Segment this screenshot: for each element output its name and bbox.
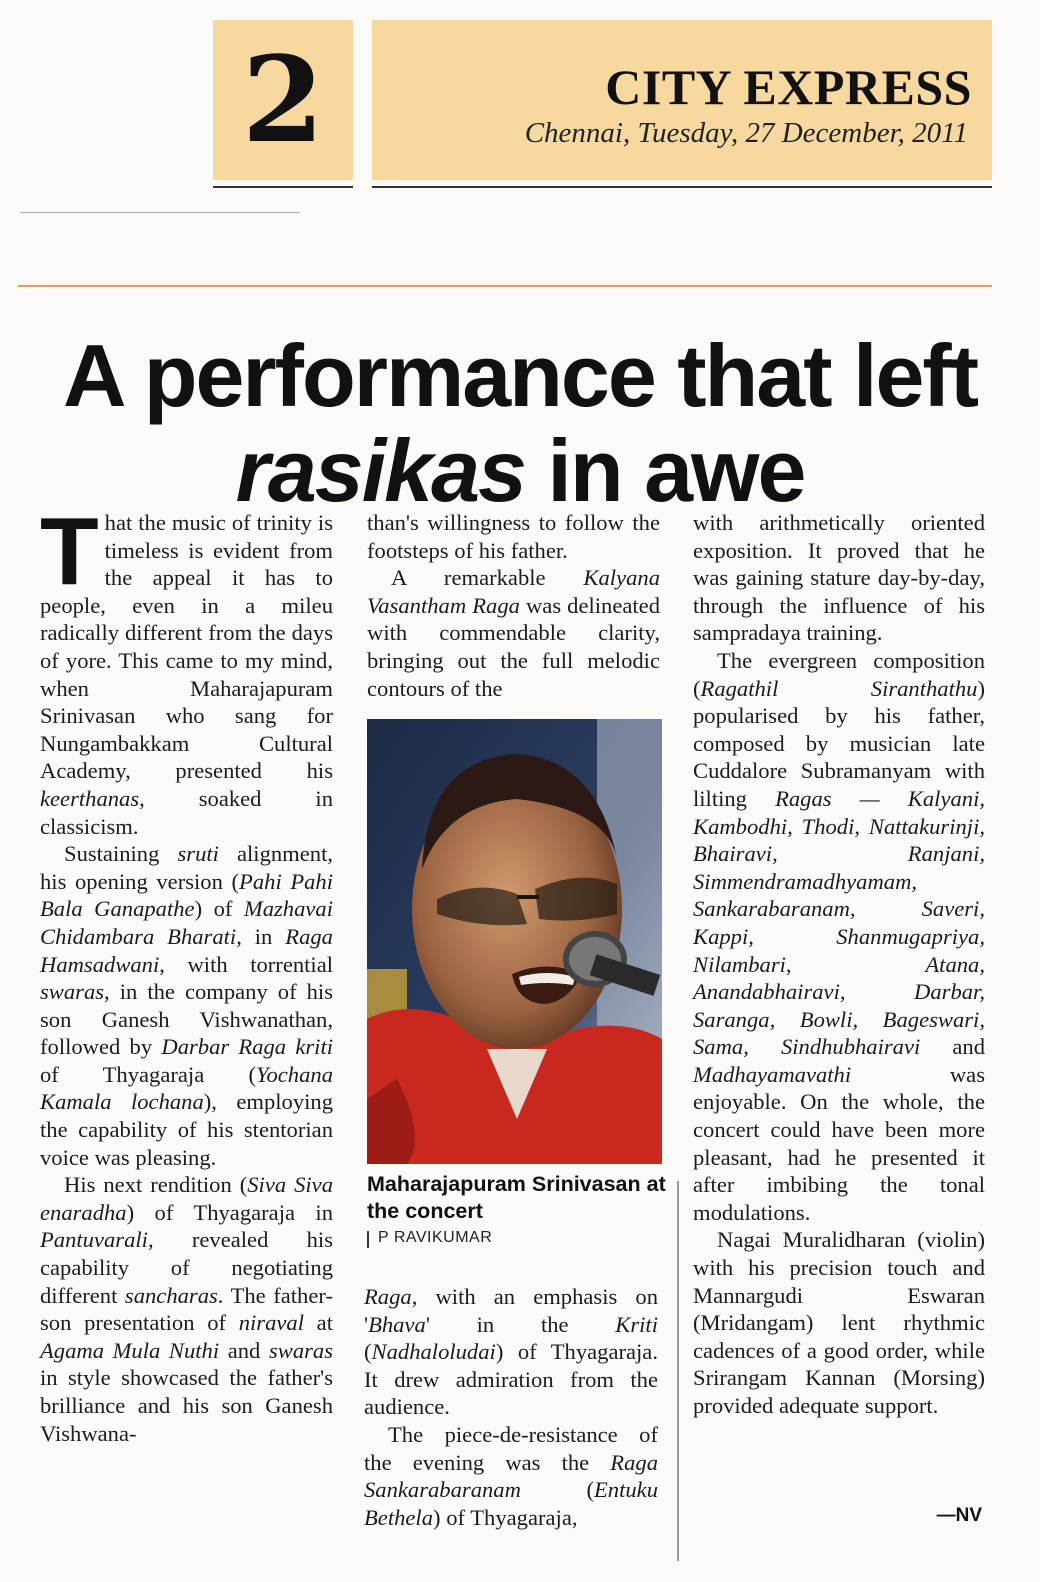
singer-photo-illustration (367, 719, 662, 1164)
divider-orange (18, 285, 992, 287)
article-column-3: with arithmetically oriented exposition. It proved that he was gaining stature day-by-day, through the influence of his sampradaya training. The evergreen composition (Ragathil Siranthathu) popularised by his father, composed by musician late Cuddalore Subramanyam with lilting Ragas — Kalyani, Kambodhi, Thodi, Nattakurinji, Bhairavi, Ranjani, Simmendramadhyamam, Sankarabaranam, Saveri, Kappi, Shanmugapriya, Nilambari, Atana, Anandabhairavi, Darbar, Saranga, Bowli, Bageswari, Sama, Sindhubhairavi and Madhayamavathi was enjoyable. On the whole, the concert could have been more pleasant, had he presented it after imbibing the tonal modulations. Nagai Muralidharan (violin) with his precision touch and Mannargudi Eswaran (Mridangam) lent rhythmic cadences of a good order, while Srirangam Kannan (Morsing) provided adequate support. (693, 510, 985, 1418)
masthead-rule-left (213, 186, 353, 188)
drop-cap: T (40, 498, 99, 605)
headline-line2 (20, 423, 1020, 518)
photo-credit: P RAVIKUMAR (378, 1229, 493, 1246)
masthead-rule-right (372, 186, 992, 188)
concert-photo (367, 719, 662, 1164)
divider (20, 212, 300, 213)
headline-italic-word: rasikas (235, 421, 525, 520)
article-column-1: That the music of trinity is timeless is evident from the appeal it has to people, even in a mileu radically different from the days of yore. This came to my mind, when Maharajapuram Srinivasan who sang for Nungambakkam Cultural Academy, presented his keerthanas, soaked in classicism. Sustaining sruti alignment, his opening version (Pahi Pahi Bala Ganapathe) of Mazhavai Chidambara Bharati, in Raga Hamsadwani, with torrential swaras, in the company of his son Ganesh Vishwanathan, followed by Darbar Raga kriti of Thyagaraja (Yochana Kamala lochana), employing the capability of his stentorian voice was pleasing. His next rendition (Siva Siva enaradha) of Thyagaraja in Pantuvarali, revealed his capability of negotiating different sancharas. The father-son presentation of niraval at Agama Mula Nuthi and swaras in style showcased the father's brilliance and his son Ganesh Vishwana- (40, 498, 334, 1446)
photo-caption: Maharajapuram Srinivasan at the concert (367, 1172, 666, 1223)
headline-line2-rest: in awe (524, 421, 805, 520)
column-rule (677, 1181, 679, 1561)
page-number: 2 (241, 30, 325, 169)
dateline: Chennai, Tuesday, 27 December, 2011 (524, 117, 968, 149)
credit-bar (367, 1231, 369, 1248)
article-column-2-top: than's willingness to follow the footsteps of his father. A remarkable Kalyana Vasantham Raga was delineated with commendable clarity, bringing out the full melodic contours of the (367, 510, 660, 701)
headline-line1: A performance that left (62, 326, 977, 425)
byline: —NV (936, 1505, 982, 1526)
section-name: CITY EXPRESS (605, 59, 972, 115)
article-column-2-bottom: Raga, with an emphasis on 'Bhava' in the Kriti (Nadhaloludai) of Thyagaraja. It drew admiration from the audience. The piece-de-resistance of the evening was the Raga Sankarabaranam (Entuku Bethela) of Thyagaraja, (364, 1284, 658, 1530)
headline (20, 328, 1020, 518)
